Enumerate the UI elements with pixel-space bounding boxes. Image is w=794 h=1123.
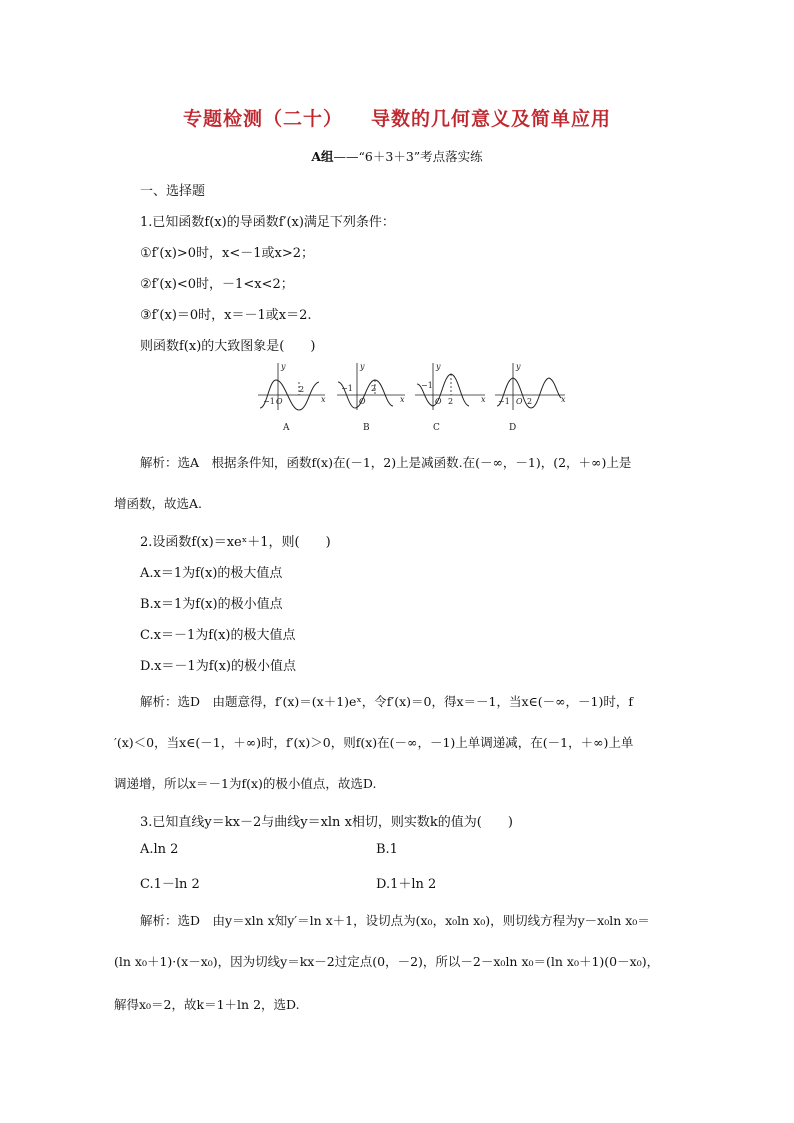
title-left: 专题检测（二十）	[182, 108, 343, 130]
svg-text:y: y	[516, 362, 521, 371]
q1-solution-line-2: 增函数，故选A.	[114, 496, 203, 511]
q1-condition-1: ①f′(x)>0时，x<－1或x>2；	[140, 246, 315, 261]
svg-text:O: O	[435, 397, 442, 406]
svg-text:−1: −1	[421, 381, 433, 390]
svg-text:2: 2	[299, 385, 305, 394]
graph-label-d: D	[509, 423, 517, 433]
svg-text:x: x	[561, 395, 566, 404]
svg-text:x: x	[321, 395, 326, 404]
q2-option-c: C.x＝－1为f(x)的极大值点	[140, 628, 296, 643]
q3-solution-line-2: (ln x₀＋1)·(x－x₀)，因为切线y＝kx－2过定点(0，－2)，所以－2－x₀ln x₀＝(ln x₀＋1)(0－x₀)，	[114, 954, 660, 969]
svg-text:2: 2	[371, 384, 377, 393]
q3-option-d: D.1＋ln 2	[376, 877, 437, 892]
subtitle	[0, 147, 794, 165]
svg-text:O: O	[359, 397, 366, 406]
svg-text:O: O	[516, 397, 523, 406]
graph-label-c: C	[433, 423, 440, 433]
svg-text:−1: −1	[341, 384, 353, 393]
q2-stem: 2.设函数f(x)＝xeˣ＋1，则( )	[140, 535, 331, 550]
q1-ask: 则函数f(x)的大致图象是( )	[140, 339, 316, 354]
svg-text:O: O	[276, 397, 283, 406]
page-title	[0, 104, 794, 131]
svg-text:−1: −1	[263, 397, 275, 406]
svg-text:2: 2	[448, 397, 454, 406]
svg-text:x: x	[400, 395, 405, 404]
q1-condition-2: ②f′(x)<0时，－1<x<2；	[140, 277, 294, 292]
q2-solution-line-3: 调递增，所以x＝－1为f(x)的极小值点，故选D.	[114, 776, 377, 791]
subtitle-group: A组	[311, 149, 334, 164]
svg-text:2: 2	[527, 397, 533, 406]
svg-text:x: x	[481, 395, 486, 404]
q3-option-c: C.1－ln 2	[140, 877, 200, 892]
q1-solution-line-1: 解析：选A 根据条件知，函数f(x)在(－1，2)上是减函数.在(－∞，－1)，(2，＋∞)上是	[140, 455, 632, 470]
subtitle-rest: ——“6＋3＋3”考点落实练	[333, 149, 483, 164]
q2-option-a: A.x＝1为f(x)的极大值点	[140, 566, 283, 581]
q3-stem: 3.已知直线y＝kx－2与曲线y＝xln x相切，则实数k的值为( )	[140, 815, 513, 830]
q3-option-a: A.ln 2	[140, 842, 179, 857]
q3-solution-line-1: 解析：选D 由y＝xln x知y′＝ln x＋1，设切点为(x₀，x₀ln x₀)，则切线方程为y－x₀ln x₀＝	[140, 913, 650, 928]
q2-solution-line-2: ′(x)＜0，当x∈(－1，＋∞)时，f′(x)＞0，则f(x)在(－∞，－1)上单调递减，在(－1，＋∞)上单	[114, 735, 634, 750]
q1-condition-3: ③f′(x)＝0时，x＝－1或x＝2.	[140, 308, 312, 323]
svg-text:y: y	[436, 362, 441, 371]
graph-label-b: B	[363, 423, 370, 433]
q3-option-b: B.1	[376, 842, 398, 857]
svg-text:y: y	[281, 362, 286, 371]
svg-text:−1: −1	[498, 397, 510, 406]
q3-solution-line-3: 解得x₀＝2，故k＝1＋ln 2，选D.	[114, 997, 300, 1012]
q2-option-b: B.x＝1为f(x)的极小值点	[140, 597, 283, 612]
title-right: 导数的几何意义及简单应用	[371, 108, 612, 130]
q2-option-d: D.x＝－1为f(x)的极小值点	[140, 659, 296, 674]
q2-solution-line-1: 解析：选D 由题意得，f′(x)＝(x＋1)eˣ，令f′(x)＝0，得x＝－1，当x∈(－∞，－1)时，f	[140, 694, 634, 709]
section-heading: 一、选择题	[140, 184, 206, 199]
svg-text:y: y	[360, 362, 365, 371]
q1-stem: 1.已知函数f(x)的导函数f′(x)满足下列条件：	[140, 215, 395, 230]
graph-label-a: A	[283, 423, 290, 433]
q1-graph-figure	[255, 358, 575, 438]
